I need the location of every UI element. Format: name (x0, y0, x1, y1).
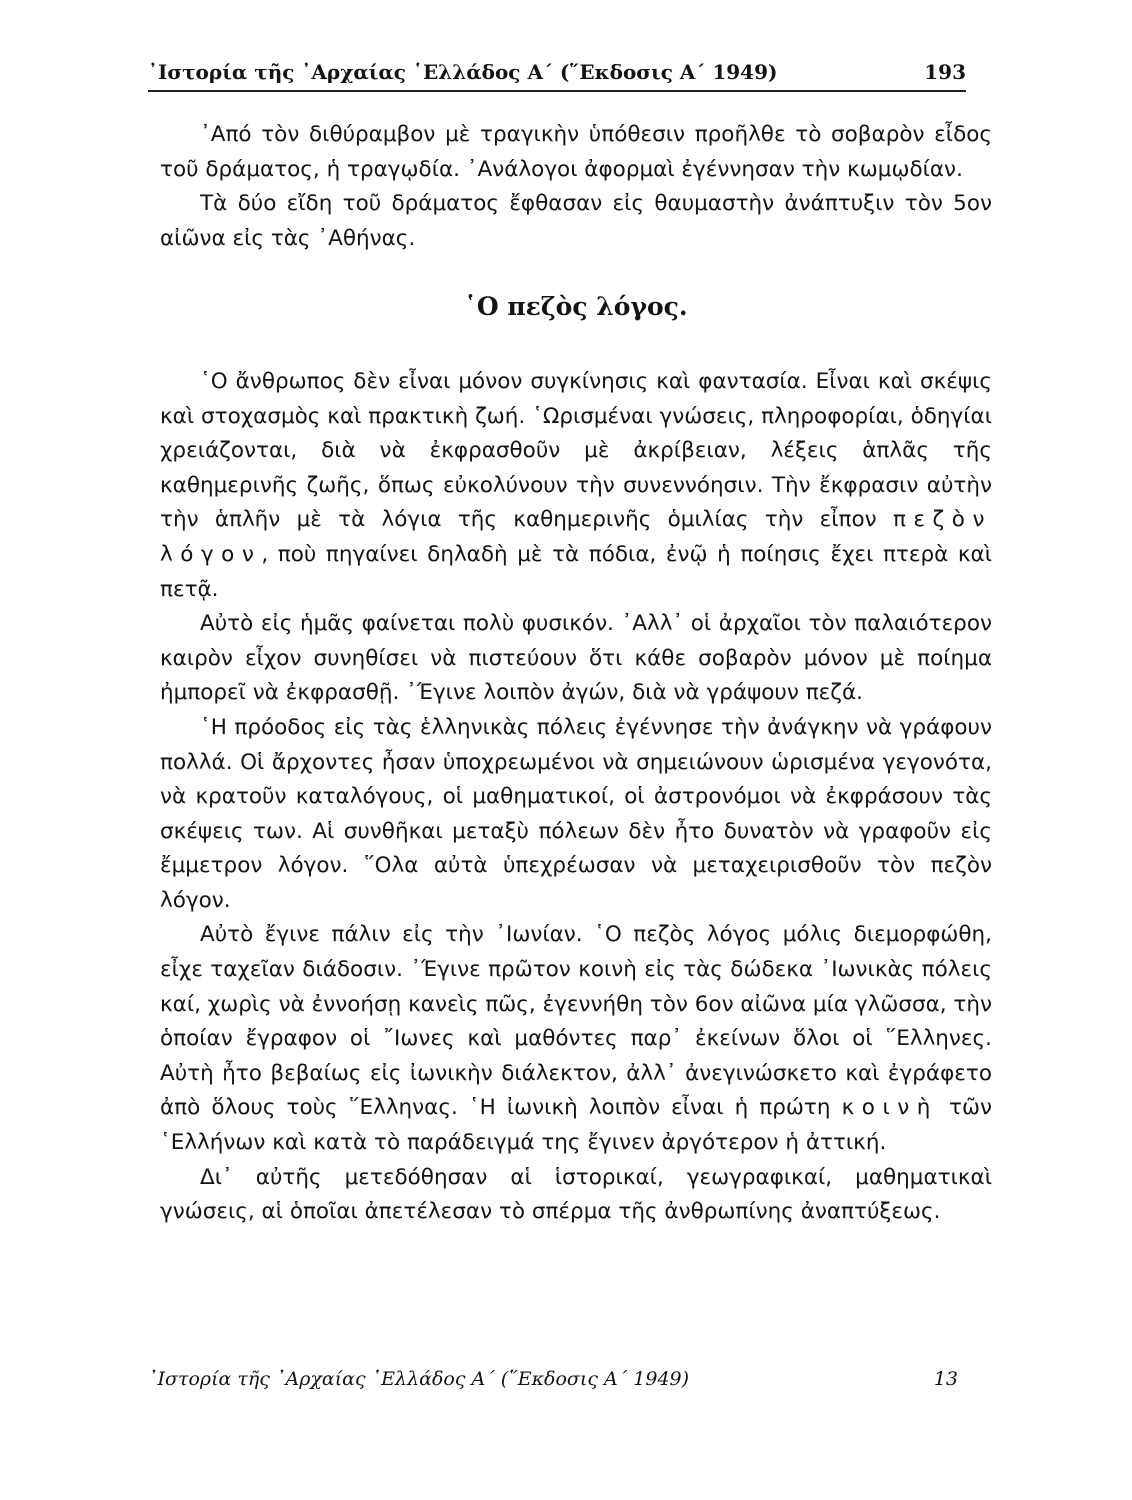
paragraph: Δι᾿ αὐτῆς μετεδόθησαν αἱ ἱστορικαί, γεωγραφικαί, μαθηματικαὶ γνώσεις, αἱ ὁποῖαι ἀπετέλεσαν τὸ σπέρμα τῆς ἀνθρωπίνης ἀναπτύξεως. (160, 1164, 992, 1225)
paragraph-text: , ποὺ πηγαίνει δηλαδὴ μὲ τὰ πόδια, ἐνῷ ἡ ποίησις ἔχει πτερὰ καὶ πετᾷ. (160, 541, 992, 602)
paragraph (160, 365, 992, 607)
paragraph-text: ῾Ο ἄνθρωπος δὲν εἶναι μόνον συγκίνησις καὶ φαντασία. Εἶναι καὶ σκέψις καὶ στοχασμὸς καὶ πρακτικὴ ζωή. ῾Ωρισμέναι γνώσεις, πληροφορίαι, ὁδηγίαι χρειάζονται, διὰ νὰ ἐκφρασθοῦν μὲ ἀκρίβειαν, λέξεις ἁπλᾶς τῆς καθημερινῆς ζωῆς, ὅπως εὐκολύνουν τὴν συνεννόησιν. Τὴν ἔκφρασιν αὐτὴν τὴν ἁπλῆν μὲ τὰ λόγια τῆς καθημερινῆς ὁμιλίας τὴν εἶπον (160, 368, 992, 533)
footer-title: ᾿Ιστορία τῆς ᾿Αρχαίας ῾Ελλάδος Α΄ (῞Εκδοσις Α΄ 1949) (148, 1368, 690, 1390)
spaced-term: πεζὸν λόγον (160, 507, 992, 567)
running-head-title: ᾿Ιστορία τῆς ᾿Αρχαίας ῾Ελλάδος Α΄ (῞Εκδοσις Α΄ 1949) (148, 60, 778, 84)
paragraph-text: τῶν ῾Ελλήνων καὶ κατὰ τὸ παράδειγμά της ἔγινεν ἀργότερον ἡ ἀττική. (160, 1095, 992, 1156)
footer-signature: 13 (933, 1368, 958, 1390)
paragraph: ᾿Από τὸν διθύραμβον μὲ τραγικὴν ὑπόθεσιν προῆλθε τὸ σοβαρὸν εἶδος τοῦ δράματος, ἡ τραγῳδία. ᾿Ανάλογοι ἀφορμαὶ ἐγέννησαν τὴν κωμῳδίαν. (160, 122, 992, 182)
paragraph (160, 918, 992, 1160)
running-head (148, 56, 966, 92)
section-heading: ῾Ο πεζὸς λόγος. (464, 292, 688, 322)
paragraph: Αὐτὸ εἰς ἡμᾶς φαίνεται πολὺ φυσικόν. ᾿Αλλ᾿ οἱ ἀρχαῖοι τὸν παλαιότερον καιρὸν εἶχον συνηθίσει νὰ πιστεύουν ὅτι κάθε σοβαρὸν μόνον μὲ ποίημα ἠμπορεῖ νὰ ἐκφρασθῇ. ᾿Έγινε λοιπὸν ἀγών, διὰ νὰ γράψουν πεζά. (160, 611, 992, 706)
spaced-term: κοινὴ (841, 1095, 938, 1121)
page-number: 193 (924, 60, 966, 84)
body-text (160, 118, 992, 1230)
paragraph: ῾Η πρόοδος εἰς τὰς ἑλληνικὰς πόλεις ἐγέννησε τὴν ἀνάγκην νὰ γράφουν πολλά. Οἱ ἄρχοντες ἦσαν ὑποχρεωμένοι νὰ σημειώνουν ὡρισμένα γεγονότα, νὰ κρατοῦν καταλόγους, οἱ μαθηματικοί, οἱ ἀστρονόμοι νὰ ἐκφράσουν τὰς σκέψεις των. Αἱ συνθῆκαι μεταξὺ πόλεων δὲν ἦτο δυνατὸν νὰ γραφοῦν εἰς ἔμμετρον λόγον. ῞Ολα αὐτὰ ὑπεχρέωσαν νὰ μεταχειρισθοῦν τὸν πεζὸν λόγον. (160, 714, 992, 913)
paragraph: Τὰ δύο εἴδη τοῦ δράματος ἔφθασαν εἰς θαυμαστὴν ἀνάπτυξιν τὸν 5ον αἰῶνα εἰς τὰς ᾿Αθήνας. (160, 191, 992, 251)
paragraph-text: Αὐτὸ ἔγινε πάλιν εἰς τὴν ᾿Ιωνίαν. ῾Ο πεζὸς λόγος μόλις διεμορφώθη, εἶχε ταχεῖαν διάδοσιν. ᾿Έγινε πρῶτον κοινὴ εἰς τὰς δώδεκα ᾿Ιωνικὰς πόλεις καί, χωρὶς νὰ ἐννοήσῃ κανεὶς πῶς, ἐγεννήθη τὸν 6ον αἰῶνα μία γλῶσσα, τὴν ὁποίαν ἔγραφον οἱ ῎Ιωνες καὶ μαθόντες παρ᾿ ἐκείνων ὅλοι οἱ ῞Ελληνες. Αὐτὴ ἦτο βεβαίως εἰς ἰωνικὴν διάλεκτον, ἀλλ᾿ ἀνεγινώσκετο καὶ ἐγράφετο ἀπὸ ὅλους τοὺς ῞Ελληνας. ῾Η ἰωνικὴ λοιπὸν εἶναι ἡ πρώτη (160, 922, 992, 1121)
